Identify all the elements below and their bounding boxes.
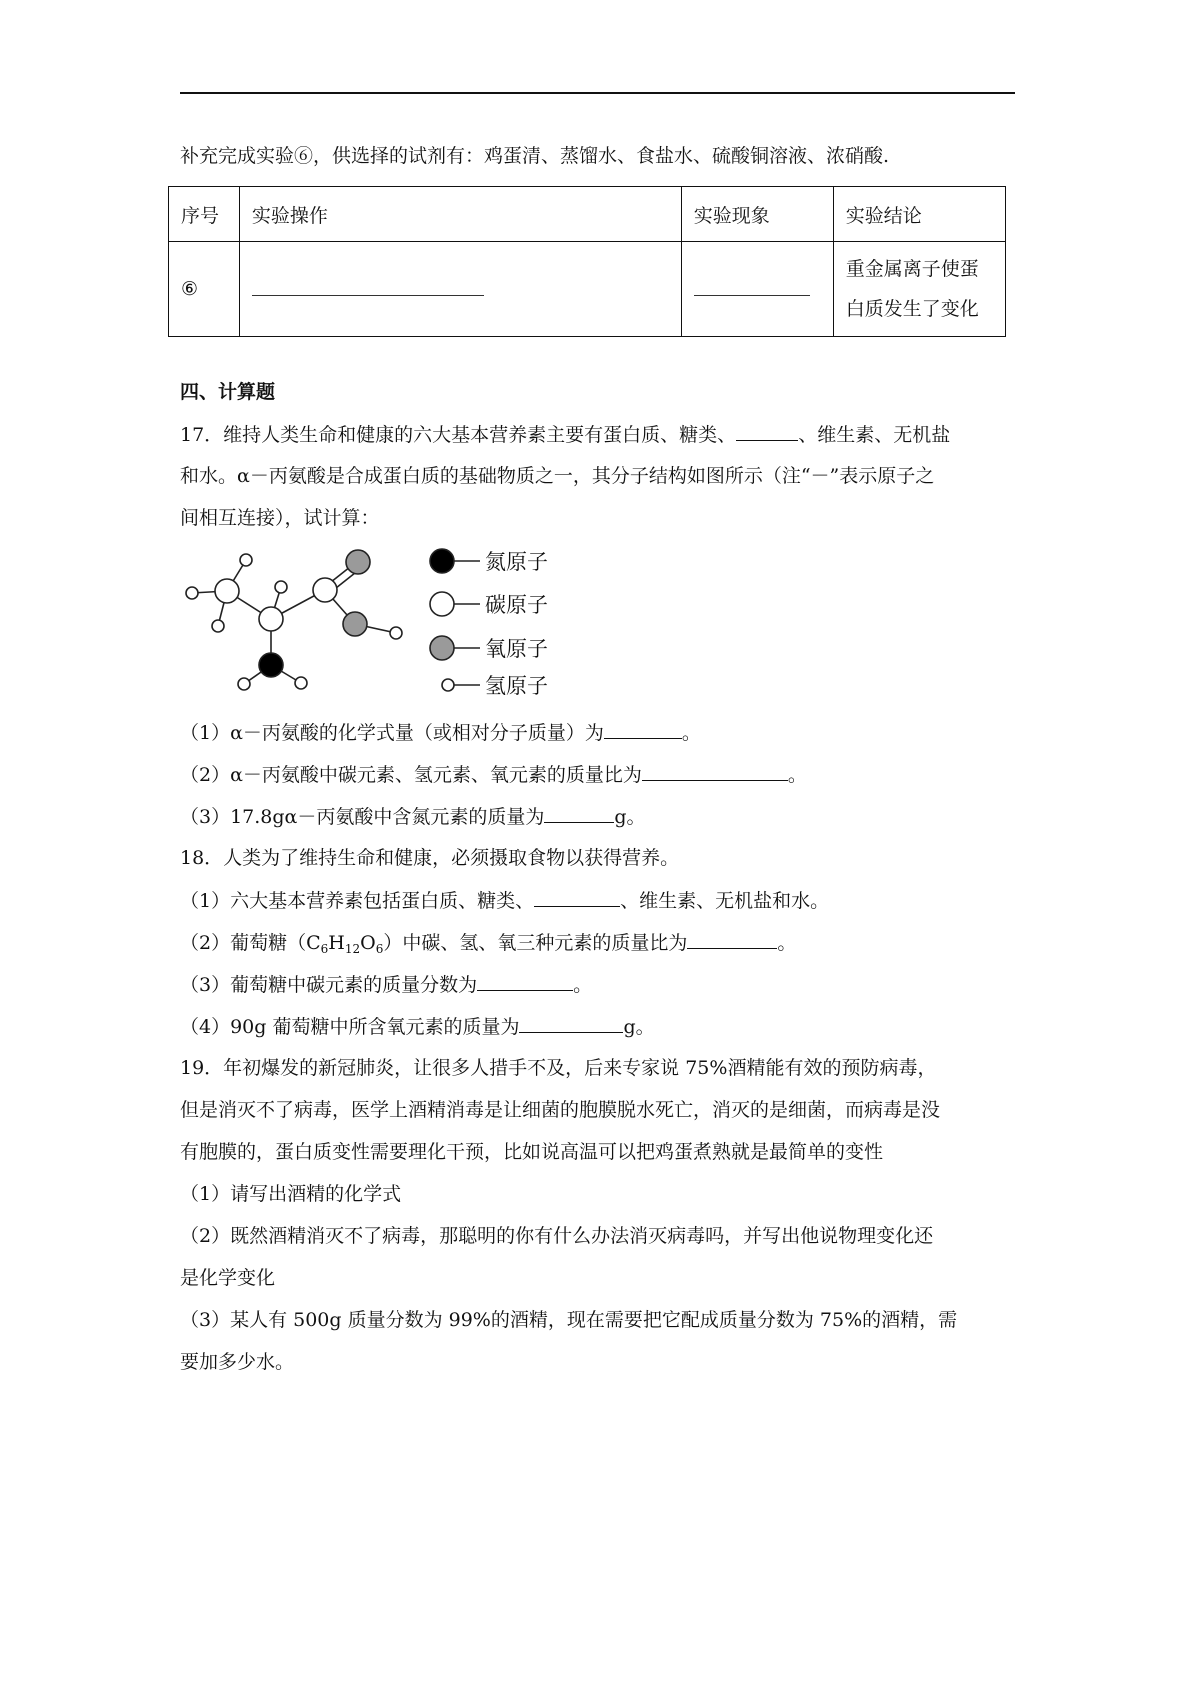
q17-line-1 xyxy=(180,420,950,449)
q17-sub-3 xyxy=(180,802,646,831)
q18-sub-2 xyxy=(180,928,796,963)
q18-blank-carbon-fraction[interactable] xyxy=(477,970,573,991)
q17-sub3-end: g。 xyxy=(614,806,646,828)
section-title: 四、计算题 xyxy=(180,381,276,403)
experiment-table xyxy=(168,186,1006,337)
q17-text-a: 17．维持人类生命和健康的六大基本营养素主要有蛋白质、糖类、 xyxy=(180,424,737,446)
header-number: 序号 xyxy=(169,187,240,242)
hydrogen-atom xyxy=(186,587,198,599)
q19-sub-2-line-1: （2）既然酒精消灭不了病毒，那聪明的你有什么办法消灭病毒吗，并写出他说物理变化还 xyxy=(180,1225,934,1247)
q17-text-b: 、维生素、无机盐 xyxy=(798,424,951,446)
q17-sub1-text: （1）α－丙氨酸的化学式量（或相对分子质量）为 xyxy=(180,722,604,744)
header-conclusion: 实验结论 xyxy=(833,187,1005,242)
atoms xyxy=(186,549,454,691)
hydrogen-atom xyxy=(238,678,250,690)
q17-sub-2 xyxy=(180,760,807,789)
q19-line-1: 19．年初爆发的新冠肺炎，让很多人措手不及，后来专家说 75%酒精能有效的预防病毒， xyxy=(180,1057,937,1079)
q18-sub-4 xyxy=(180,1012,655,1041)
subscript-6: 6 xyxy=(375,942,384,956)
oxygen-atom xyxy=(343,612,367,636)
conclusion-cell xyxy=(833,242,1005,337)
q17-blank-nutrient[interactable] xyxy=(736,420,798,441)
header-phenomenon: 实验现象 xyxy=(681,187,833,242)
carbon-atom xyxy=(259,607,283,631)
molecule-svg xyxy=(180,540,580,700)
row-number: ⑥ xyxy=(169,242,240,337)
table-row xyxy=(169,242,1006,337)
q18-sub3-text: （3）葡萄糖中碳元素的质量分数为 xyxy=(180,974,478,996)
q19-sub-3-line-2: 要加多少水。 xyxy=(180,1351,295,1373)
q17-sub3-text: （3）17.8gα－丙氨酸中含氮元素的质量为 xyxy=(180,806,545,828)
legend-hydrogen-label: 氢原子 xyxy=(485,674,548,698)
phenomenon-blank[interactable] xyxy=(694,277,810,296)
q18-sub2-end: 。 xyxy=(777,932,797,954)
subscript-6: 6 xyxy=(320,942,329,956)
q18-sub1-end: 、维生素、无机盐和水。 xyxy=(620,890,830,912)
q17-line-3: 间相互连接），试计算： xyxy=(180,507,380,529)
legend-oxygen-label: 氧原子 xyxy=(485,637,548,661)
conclusion-line-2: 白质发生了变化 xyxy=(845,298,979,320)
q19-line-3: 有胞膜的，蛋白质变性需要理化干预，比如说高温可以把鸡蛋煮熟就是最简单的变性 xyxy=(180,1141,884,1163)
q18-blank-nutrient[interactable] xyxy=(534,886,620,907)
q17-sub1-end: 。 xyxy=(681,722,701,744)
q18-sub1-text: （1）六大基本营养素包括蛋白质、糖类、 xyxy=(180,890,535,912)
legend-carbon-symbol xyxy=(430,592,454,616)
q17-sub2-end: 。 xyxy=(787,764,807,786)
operation-blank[interactable] xyxy=(252,277,484,296)
carbon-atom xyxy=(215,579,239,603)
q18-sub4-text: （4）90g 葡萄糖中所含氧元素的质量为 xyxy=(180,1016,520,1038)
q18-sub-3 xyxy=(180,970,592,999)
conclusion-line-1: 重金属离子使蛋 xyxy=(845,258,979,280)
alanine-structure-figure xyxy=(180,540,580,700)
q18-sub4-end: g。 xyxy=(623,1016,655,1038)
q17-blank-nitrogen-mass[interactable] xyxy=(544,802,614,823)
legend-nitrogen-label: 氮原子 xyxy=(485,550,548,574)
header-rule xyxy=(180,92,1015,94)
element-o: O xyxy=(360,932,376,954)
q17-blank-mass-ratio[interactable] xyxy=(642,760,788,781)
subscript-12: 12 xyxy=(344,942,361,956)
legend-oxygen-symbol xyxy=(430,636,454,660)
q18-line-1: 18．人类为了维持生命和健康，必须摄取食物以获得营养。 xyxy=(180,847,680,869)
hydrogen-atom xyxy=(295,677,307,689)
table-header-row xyxy=(169,187,1006,242)
bonds xyxy=(192,560,480,685)
q17-sub2-text: （2）α－丙氨酸中碳元素、氢元素、氧元素的质量比为 xyxy=(180,764,642,786)
q19-sub-2-line-2: 是化学变化 xyxy=(180,1267,276,1289)
hydrogen-atom xyxy=(240,554,252,566)
q19-line-2: 但是消灭不了病毒，医学上酒精消毒是让细菌的胞膜脱水死亡，消灭的是细菌，而病毒是没 xyxy=(180,1099,941,1121)
hydrogen-atom xyxy=(390,627,402,639)
operation-cell xyxy=(239,242,681,337)
q18-blank-mass-ratio[interactable] xyxy=(687,928,777,949)
q19-sub-3-line-1: （3）某人有 500g 质量分数为 99%的酒精，现在需要把它配成质量分数为 75%的酒精，需 xyxy=(180,1309,958,1331)
q18-sub2-text: （2）葡萄糖（C xyxy=(180,932,321,954)
q17-sub-1 xyxy=(180,718,701,747)
q18-blank-oxygen-mass[interactable] xyxy=(519,1012,623,1033)
header-operation: 实验操作 xyxy=(239,187,681,242)
q18-sub2-text-b: ）中碳、氢、氧三种元素的质量比为 xyxy=(383,932,688,954)
legend-hydrogen-symbol xyxy=(442,679,454,691)
q18-sub-1 xyxy=(180,886,829,915)
q17-line-2: 和水。α－丙氨酸是合成蛋白质的基础物质之一，其分子结构如图所示（注“－”表示原子之 xyxy=(180,465,935,487)
hydrogen-atom xyxy=(275,581,287,593)
experiment-intro: 补充完成实验⑥，供选择的试剂有：鸡蛋清、蒸馏水、食盐水、硫酸铜溶液、浓硝酸. xyxy=(180,145,890,167)
oxygen-atom xyxy=(346,550,370,574)
q18-sub3-end: 。 xyxy=(573,974,593,996)
q17-blank-formula-mass[interactable] xyxy=(604,718,682,739)
q19-sub-1: （1）请写出酒精的化学式 xyxy=(180,1183,402,1205)
element-h: H xyxy=(328,932,345,954)
nitrogen-atom xyxy=(259,653,283,677)
carbon-atom xyxy=(313,578,337,602)
legend-carbon-label: 碳原子 xyxy=(485,593,548,617)
legend-nitrogen-symbol xyxy=(430,549,454,573)
hydrogen-atom xyxy=(212,620,224,632)
phenomenon-cell xyxy=(681,242,833,337)
